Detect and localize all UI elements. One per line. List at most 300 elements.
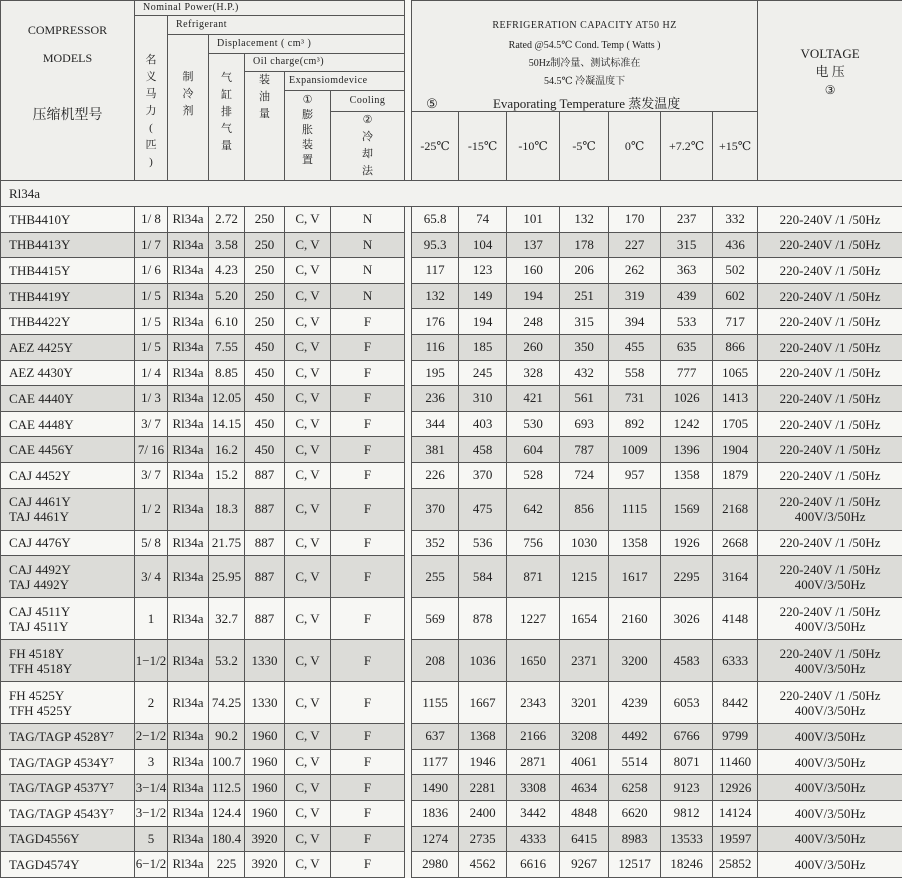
model-name: FH 4518Y xyxy=(9,646,134,661)
capacity-cell: 132 xyxy=(560,207,609,233)
capacity-cell: 878 xyxy=(459,598,507,640)
displacement-cell: 18.3 xyxy=(209,488,245,530)
gap-cell xyxy=(405,258,412,284)
cooling-cell: F xyxy=(331,488,405,530)
capacity-cell: 731 xyxy=(609,386,661,412)
displacement-cell: 112.5 xyxy=(209,775,245,801)
capacity-cell: 176 xyxy=(412,309,459,335)
capacity-cell: 101 xyxy=(507,207,560,233)
cooling-cell: F xyxy=(331,826,405,852)
expansion-device-header: Expansiomdevice xyxy=(285,72,405,90)
refrigerant-cell: Rl34a xyxy=(168,411,209,437)
capacity-cell: 1396 xyxy=(661,437,713,463)
oil-cell: 1960 xyxy=(245,724,285,750)
refrigerant-cell: Rl34a xyxy=(168,232,209,258)
expansion-cell: C, V xyxy=(285,309,331,335)
voltage-value: 400V/3/50Hz xyxy=(758,577,902,592)
capacity-cell: 777 xyxy=(661,360,713,386)
model-name: THB4422Y xyxy=(9,314,134,329)
model-name: TAJ 4461Y xyxy=(9,509,134,524)
capacity-cell: 2168 xyxy=(713,488,758,530)
expansion-cell: C, V xyxy=(285,207,331,233)
displacement-cell: 15.2 xyxy=(209,462,245,488)
cooling-cell: N xyxy=(331,207,405,233)
oil-cell: 1960 xyxy=(245,749,285,775)
model-cell xyxy=(1,800,135,826)
model-name: TAJ 4492Y xyxy=(9,577,134,592)
voltage-cell xyxy=(758,598,902,640)
capacity-cell: 6766 xyxy=(661,724,713,750)
capacity-cell: 370 xyxy=(459,462,507,488)
section-label: Rl34a xyxy=(1,181,902,207)
gap-cell xyxy=(405,283,412,309)
oil-cell: 1330 xyxy=(245,640,285,682)
capacity-cell: 104 xyxy=(459,232,507,258)
capacity-cell: 561 xyxy=(560,386,609,412)
gap-cell xyxy=(405,682,412,724)
capacity-cell: 2166 xyxy=(507,724,560,750)
capacity-cell: 248 xyxy=(507,309,560,335)
capacity-cell: 717 xyxy=(713,309,758,335)
capacity-cell: 137 xyxy=(507,232,560,258)
cooling-cell: F xyxy=(331,530,405,556)
voltage-cell xyxy=(758,775,902,801)
capacity-cell: 4583 xyxy=(661,640,713,682)
expansion-cell: C, V xyxy=(285,232,331,258)
model-name: FH 4525Y xyxy=(9,688,134,703)
expansion-cell: C, V xyxy=(285,640,331,682)
capacity-cell: 1242 xyxy=(661,411,713,437)
table-row xyxy=(1,682,902,724)
capacity-cell: 1358 xyxy=(609,530,661,556)
voltage-value: 400V/3/50Hz xyxy=(758,729,902,744)
hp-cell: 1/ 3 xyxy=(135,386,168,412)
oil-cell: 1960 xyxy=(245,800,285,826)
model-name: TAG/TAGP 4537Y⁷ xyxy=(9,780,134,795)
capacity-cell: 4061 xyxy=(560,749,609,775)
expansion-cell: C, V xyxy=(285,488,331,530)
model-cell xyxy=(1,386,135,412)
oil-cell: 3920 xyxy=(245,852,285,878)
capacity-cell: 25852 xyxy=(713,852,758,878)
hp-cell: 3/ 4 xyxy=(135,556,168,598)
capacity-cell: 2281 xyxy=(459,775,507,801)
capacity-cell: 194 xyxy=(507,283,560,309)
capacity-cell: 160 xyxy=(507,258,560,284)
refrigerant-cell: Rl34a xyxy=(168,800,209,826)
capacity-cell: 370 xyxy=(412,488,459,530)
gap-cell xyxy=(405,411,412,437)
temp-header-1: -15℃ xyxy=(459,112,507,181)
table-row xyxy=(1,800,902,826)
capacity-cell: 117 xyxy=(412,258,459,284)
oil-cell: 250 xyxy=(245,309,285,335)
capacity-cell: 18246 xyxy=(661,852,713,878)
displacement-zh-header: 气 缸 排 气 量 xyxy=(209,53,245,180)
voltage-value: 220-240V /1 /50Hz xyxy=(758,289,902,304)
capacity-cell: 1177 xyxy=(412,749,459,775)
gap-cell xyxy=(405,852,412,878)
model-cell xyxy=(1,724,135,750)
voltage-value: 220-240V /1 /50Hz xyxy=(758,340,902,355)
oil-cell: 250 xyxy=(245,232,285,258)
table-row xyxy=(1,749,902,775)
temp-header-0: -25℃ xyxy=(412,112,459,181)
capacity-cell: 3164 xyxy=(713,556,758,598)
models-header xyxy=(1,1,135,181)
model-cell xyxy=(1,309,135,335)
capacity-cell: 1946 xyxy=(459,749,507,775)
hp-cell: 1−1/2 xyxy=(135,640,168,682)
model-cell xyxy=(1,232,135,258)
capacity-cell: 11460 xyxy=(713,749,758,775)
displacement-cell: 100.7 xyxy=(209,749,245,775)
capacity-cell: 116 xyxy=(412,334,459,360)
hp-cell: 6−1/2 xyxy=(135,852,168,878)
capacity-cell: 132 xyxy=(412,283,459,309)
table-row xyxy=(1,530,902,556)
hp-cell: 5/ 8 xyxy=(135,530,168,556)
model-cell xyxy=(1,411,135,437)
capacity-cell: 1036 xyxy=(459,640,507,682)
capacity-cell: 1358 xyxy=(661,462,713,488)
voltage-cell xyxy=(758,530,902,556)
hp-cell: 1/ 8 xyxy=(135,207,168,233)
table-row xyxy=(1,411,902,437)
cooling-header: Cooling xyxy=(331,90,405,111)
table-row xyxy=(1,556,902,598)
capacity-cell: 604 xyxy=(507,437,560,463)
displacement-cell: 4.23 xyxy=(209,258,245,284)
voltage-value: 220-240V /1 /50Hz xyxy=(758,237,902,252)
gap-cell xyxy=(405,598,412,640)
voltage-value: 220-240V /1 /50Hz xyxy=(758,646,902,661)
expansion-cell: C, V xyxy=(285,462,331,488)
voltage-cell xyxy=(758,386,902,412)
capacity-cell: 436 xyxy=(713,232,758,258)
capacity-cell: 4492 xyxy=(609,724,661,750)
voltage-zh: 电 压 xyxy=(758,65,902,79)
hp-cell: 5 xyxy=(135,826,168,852)
cooling-cell: F xyxy=(331,800,405,826)
section-row xyxy=(1,181,902,207)
capacity-cell: 352 xyxy=(412,530,459,556)
cooling-cell: F xyxy=(331,360,405,386)
cooling-cell: F xyxy=(331,749,405,775)
voltage-cell xyxy=(758,207,902,233)
voltage-cell xyxy=(758,852,902,878)
capacity-cell: 208 xyxy=(412,640,459,682)
refrigerant-cell: Rl34a xyxy=(168,386,209,412)
capacity-cell: 8442 xyxy=(713,682,758,724)
capacity-cell: 2400 xyxy=(459,800,507,826)
oil-cell: 450 xyxy=(245,411,285,437)
model-cell xyxy=(1,598,135,640)
capacity-cell: 2295 xyxy=(661,556,713,598)
capacity-cell: 13533 xyxy=(661,826,713,852)
voltage-en: VOLTAGE xyxy=(758,47,902,61)
voltage-value: 400V/3/50Hz xyxy=(758,831,902,846)
voltage-value: 220-240V /1 /50Hz xyxy=(758,604,902,619)
hp-cell: 3−1/2 xyxy=(135,800,168,826)
model-cell xyxy=(1,749,135,775)
capacity-cell: 6620 xyxy=(609,800,661,826)
refrigerant-cell: Rl34a xyxy=(168,437,209,463)
displacement-cell: 8.85 xyxy=(209,360,245,386)
cooling-cell: F xyxy=(331,724,405,750)
oil-cell: 1960 xyxy=(245,775,285,801)
gap-cell xyxy=(405,386,412,412)
oil-cell: 3920 xyxy=(245,826,285,852)
voltage-value: 220-240V /1 /50Hz xyxy=(758,314,902,329)
model-name: TAGD4574Y xyxy=(9,857,134,872)
capacity-cell: 237 xyxy=(661,207,713,233)
model-name: AEZ 4430Y xyxy=(9,365,134,380)
cooling-cell: F xyxy=(331,386,405,412)
capacity-cell: 1009 xyxy=(609,437,661,463)
temp-header-6: +15℃ xyxy=(713,112,758,181)
model-name: CAE 4440Y xyxy=(9,391,134,406)
hp-cell: 1/ 5 xyxy=(135,334,168,360)
model-name: CAJ 4511Y xyxy=(9,604,134,619)
model-cell xyxy=(1,488,135,530)
expansion-cell: C, V xyxy=(285,258,331,284)
model-cell xyxy=(1,640,135,682)
capacity-cell: 4634 xyxy=(560,775,609,801)
capacity-cell: 892 xyxy=(609,411,661,437)
capacity-cell: 866 xyxy=(713,334,758,360)
capacity-cell: 528 xyxy=(507,462,560,488)
capacity-cell: 3201 xyxy=(560,682,609,724)
cooling-cell: F xyxy=(331,775,405,801)
capacity-cell: 787 xyxy=(560,437,609,463)
capacity-cell: 1654 xyxy=(560,598,609,640)
cooling-cell: N xyxy=(331,258,405,284)
hp-cell: 2 xyxy=(135,682,168,724)
hp-cell: 1/ 4 xyxy=(135,360,168,386)
capacity-cell: 12926 xyxy=(713,775,758,801)
model-cell xyxy=(1,682,135,724)
capacity-cell: 319 xyxy=(609,283,661,309)
table-row xyxy=(1,437,902,463)
capacity-cell: 533 xyxy=(661,309,713,335)
voltage-cell xyxy=(758,283,902,309)
displacement-cell: 124.4 xyxy=(209,800,245,826)
capacity-cell: 12517 xyxy=(609,852,661,878)
voltage-value: 220-240V /1 /50Hz xyxy=(758,688,902,703)
oil-cell: 450 xyxy=(245,437,285,463)
capacity-cell: 2735 xyxy=(459,826,507,852)
model-name: THB4410Y xyxy=(9,212,134,227)
refrigerant-cell: Rl34a xyxy=(168,462,209,488)
capacity-sub3: 54.5℃ 冷凝温度下 xyxy=(412,75,757,89)
capacity-cell: 569 xyxy=(412,598,459,640)
voltage-value: 400V/3/50Hz xyxy=(758,703,902,718)
capacity-cell: 255 xyxy=(412,556,459,598)
models-en-line2: MODELS xyxy=(1,51,134,65)
voltage-value: 220-240V /1 /50Hz xyxy=(758,417,902,432)
capacity-cell: 19597 xyxy=(713,826,758,852)
voltage-value: 220-240V /1 /50Hz xyxy=(758,442,902,457)
capacity-cell: 1617 xyxy=(609,556,661,598)
capacity-cell: 5514 xyxy=(609,749,661,775)
refrigerant-cell: Rl34a xyxy=(168,775,209,801)
voltage-cell xyxy=(758,826,902,852)
capacity-cell: 724 xyxy=(560,462,609,488)
capacity-title: REFRIGERATION CAPACITY AT50 HZ xyxy=(412,19,757,33)
voltage-value: 220-240V /1 /50Hz xyxy=(758,365,902,380)
capacity-cell: 4333 xyxy=(507,826,560,852)
capacity-cell: 6258 xyxy=(609,775,661,801)
expansion-cell: C, V xyxy=(285,437,331,463)
cooling-zh-text: 冷 却 法 xyxy=(331,129,404,180)
capacity-cell: 3200 xyxy=(609,640,661,682)
voltage-value: 400V/3/50Hz xyxy=(758,780,902,795)
expansion-cell: C, V xyxy=(285,556,331,598)
hp-cell: 1/ 7 xyxy=(135,232,168,258)
table-row xyxy=(1,852,902,878)
oil-cell: 887 xyxy=(245,598,285,640)
cooling-cell: F xyxy=(331,640,405,682)
voltage-value: 400V/3/50Hz xyxy=(758,806,902,821)
expansion-cell: C, V xyxy=(285,360,331,386)
models-zh: 压缩机型号 xyxy=(1,109,134,123)
displacement-cell: 14.15 xyxy=(209,411,245,437)
capacity-cell: 502 xyxy=(713,258,758,284)
capacity-cell: 635 xyxy=(661,334,713,360)
voltage-value: 220-240V /1 /50Hz xyxy=(758,562,902,577)
oil-cell: 450 xyxy=(245,360,285,386)
capacity-cell: 245 xyxy=(459,360,507,386)
model-name: TAG/TAGP 4543Y⁷ xyxy=(9,806,134,821)
capacity-cell: 1215 xyxy=(560,556,609,598)
model-name: TAJ 4511Y xyxy=(9,619,134,634)
table-row xyxy=(1,360,902,386)
cooling-cell: F xyxy=(331,309,405,335)
column-gap xyxy=(405,1,412,181)
table-row xyxy=(1,826,902,852)
capacity-cell: 957 xyxy=(609,462,661,488)
capacity-cell: 1836 xyxy=(412,800,459,826)
capacity-cell: 458 xyxy=(459,437,507,463)
model-cell xyxy=(1,775,135,801)
cooling-cell: N xyxy=(331,283,405,309)
capacity-cell: 123 xyxy=(459,258,507,284)
capacity-cell: 194 xyxy=(459,309,507,335)
expansion-cell: C, V xyxy=(285,682,331,724)
capacity-cell: 9123 xyxy=(661,775,713,801)
refrigerant-cell: Rl34a xyxy=(168,556,209,598)
capacity-cell: 1026 xyxy=(661,386,713,412)
cooling-cell: F xyxy=(331,598,405,640)
capacity-cell: 185 xyxy=(459,334,507,360)
gap-cell xyxy=(405,360,412,386)
voltage-value: 220-240V /1 /50Hz xyxy=(758,391,902,406)
capacity-cell: 9267 xyxy=(560,852,609,878)
table-row xyxy=(1,775,902,801)
model-name: THB4413Y xyxy=(9,237,134,252)
voltage-cell xyxy=(758,640,902,682)
capacity-cell: 3308 xyxy=(507,775,560,801)
capacity-cell: 206 xyxy=(560,258,609,284)
capacity-cell: 195 xyxy=(412,360,459,386)
capacity-cell: 381 xyxy=(412,437,459,463)
voltage-value: 400V/3/50Hz xyxy=(758,755,902,770)
capacity-cell: 363 xyxy=(661,258,713,284)
temp-header-2: -10℃ xyxy=(507,112,560,181)
capacity-cell: 856 xyxy=(560,488,609,530)
model-name: CAJ 4461Y xyxy=(9,494,134,509)
capacity-cell: 315 xyxy=(560,309,609,335)
hp-cell: 1/ 5 xyxy=(135,309,168,335)
cooling-zh-header xyxy=(331,112,405,181)
capacity-cell: 4848 xyxy=(560,800,609,826)
expansion-cell: C, V xyxy=(285,826,331,852)
capacity-cell: 95.3 xyxy=(412,232,459,258)
capacity-cell: 1155 xyxy=(412,682,459,724)
capacity-cell: 1926 xyxy=(661,530,713,556)
voltage-cell xyxy=(758,724,902,750)
capacity-cell: 149 xyxy=(459,283,507,309)
capacity-cell: 236 xyxy=(412,386,459,412)
capacity-cell: 1490 xyxy=(412,775,459,801)
capacity-cell: 74 xyxy=(459,207,507,233)
gap-cell xyxy=(405,462,412,488)
model-cell xyxy=(1,437,135,463)
capacity-cell: 3442 xyxy=(507,800,560,826)
cooling-cell: F xyxy=(331,556,405,598)
voltage-cell xyxy=(758,800,902,826)
capacity-cell: 1030 xyxy=(560,530,609,556)
cooling-cell: F xyxy=(331,334,405,360)
voltage-note-number: ③ xyxy=(758,83,902,97)
cooling-note-number: ② xyxy=(363,114,373,126)
capacity-cell: 1227 xyxy=(507,598,560,640)
capacity-cell: 2343 xyxy=(507,682,560,724)
capacity-cell: 1413 xyxy=(713,386,758,412)
hp-cell: 1/ 2 xyxy=(135,488,168,530)
capacity-cell: 260 xyxy=(507,334,560,360)
model-name: TFH 4525Y xyxy=(9,703,134,718)
model-name: TAGD4556Y xyxy=(9,831,134,846)
gap-cell xyxy=(405,530,412,556)
model-name: TAG/TAGP 4528Y⁷ xyxy=(9,729,134,744)
refrigerant-cell: Rl34a xyxy=(168,207,209,233)
displacement-cell: 25.95 xyxy=(209,556,245,598)
displacement-cell: 21.75 xyxy=(209,530,245,556)
expansion-cell: C, V xyxy=(285,530,331,556)
refrigerant-cell: Rl34a xyxy=(168,724,209,750)
capacity-cell: 6415 xyxy=(560,826,609,852)
voltage-header xyxy=(758,1,902,181)
capacity-cell: 756 xyxy=(507,530,560,556)
refrigerant-cell: Rl34a xyxy=(168,682,209,724)
capacity-cell: 344 xyxy=(412,411,459,437)
capacity-sub2: 50Hz制冷量、测试标准在 xyxy=(412,57,757,71)
displacement-cell: 74.25 xyxy=(209,682,245,724)
displacement-cell: 12.05 xyxy=(209,386,245,412)
capacity-cell: 2980 xyxy=(412,852,459,878)
voltage-value: 220-240V /1 /50Hz xyxy=(758,263,902,278)
displacement-cell: 6.10 xyxy=(209,309,245,335)
capacity-cell: 584 xyxy=(459,556,507,598)
models-en-line1: COMPRESSOR xyxy=(1,23,134,37)
capacity-cell: 9799 xyxy=(713,724,758,750)
hp-cell: 3/ 7 xyxy=(135,462,168,488)
displacement-cell: 90.2 xyxy=(209,724,245,750)
voltage-cell xyxy=(758,258,902,284)
refrigerant-cell: Rl34a xyxy=(168,258,209,284)
